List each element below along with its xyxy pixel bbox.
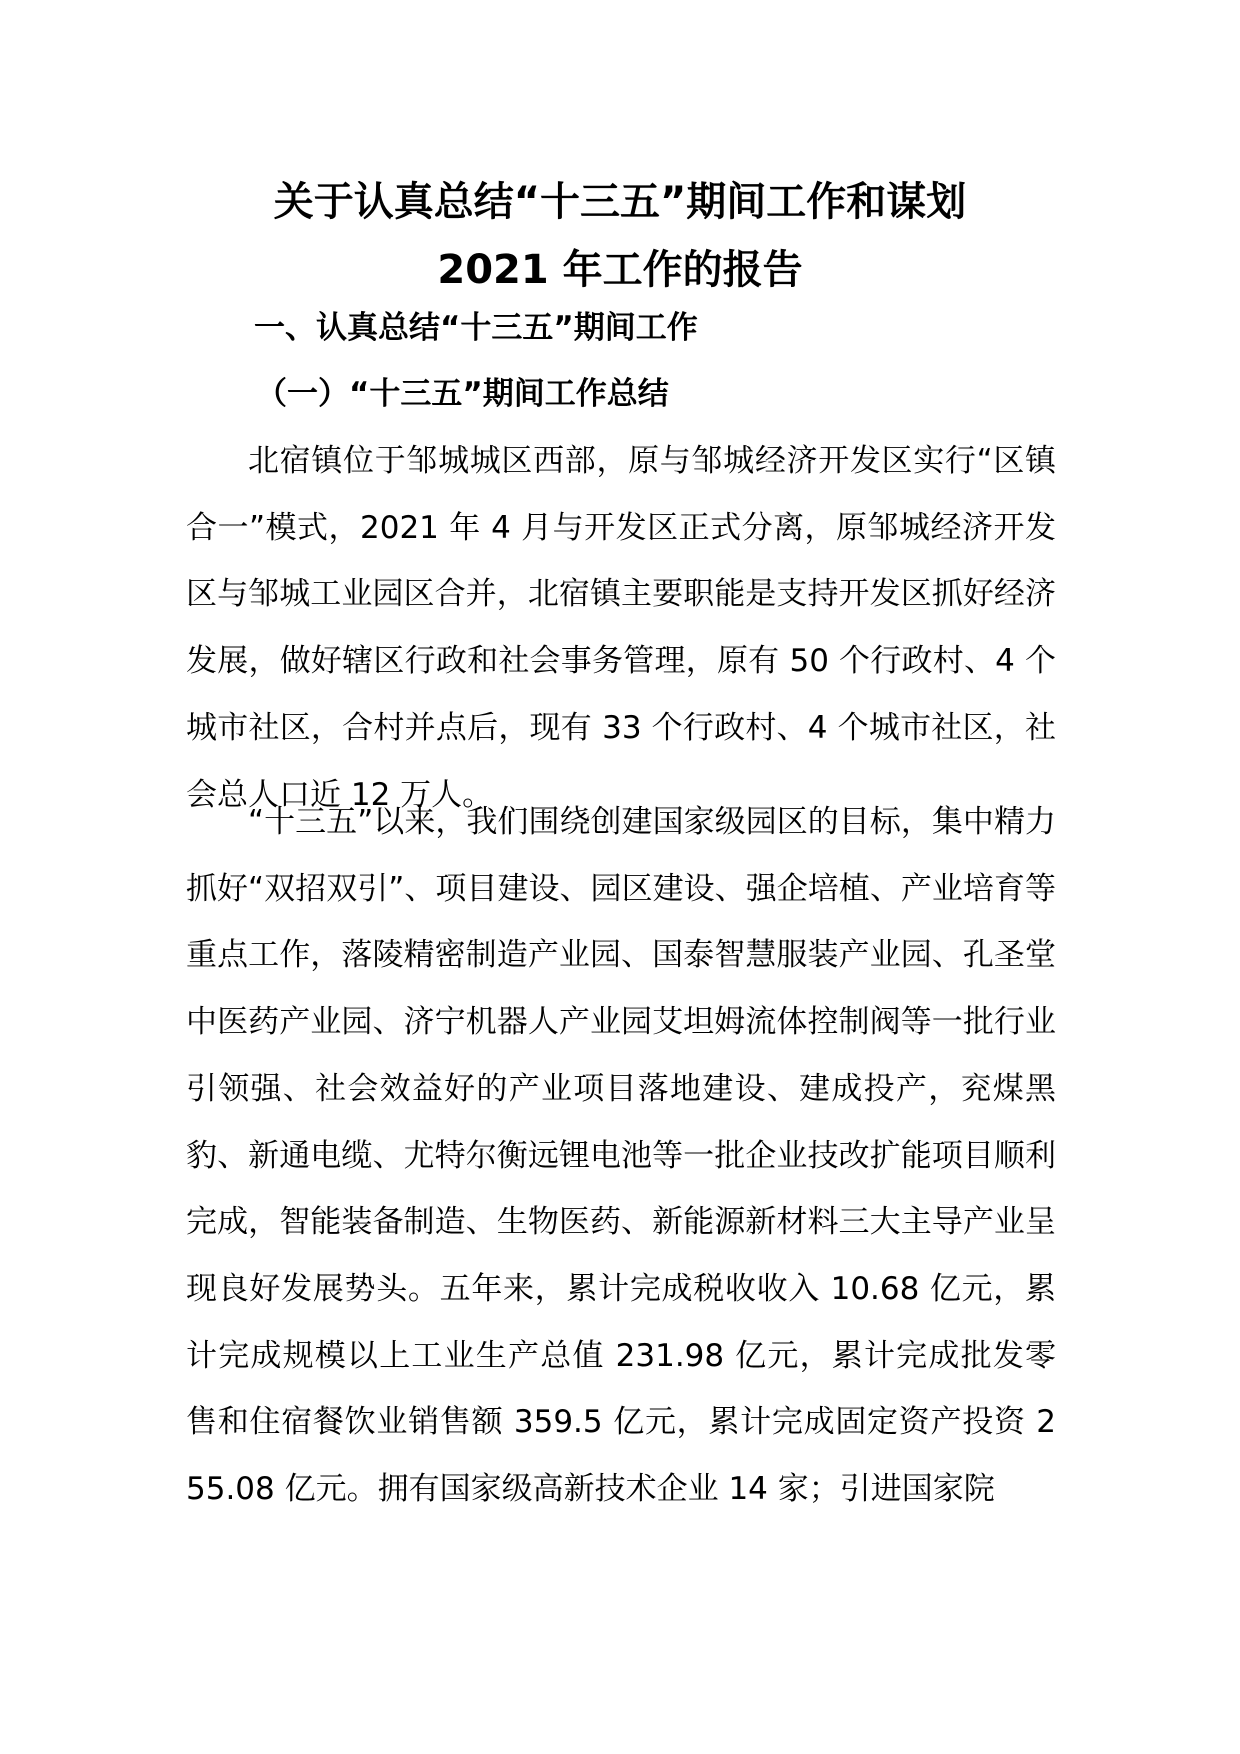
subsection-heading: （一）“十三五”期间工作总结 bbox=[256, 376, 669, 412]
body-paragraph-1: 北宿镇位于邹城城区西部，原与邹城经济开发区实行“区镇合一”模式，2021 年 4 月与开发区正式分离，原邹城经济开发区与邹城工业园区合并，北宿镇主要职能是支持开发区抓好经济发展，做好辖区行政和社会事务管理，原有 50 个行政村、4 个城市社区，合村并点后，现有 33 个行政村、4 个城市社区，社会总人口近 12 万人。 bbox=[186, 443, 1056, 813]
body-paragraph-2: “十三五”以来，我们围绕创建国家级园区的目标，集中精力抓好“双招双引”、项目建设、园区建设、强企培植、产业培育等重点工作，落陵精密制造产业园、国泰智慧服装产业园、孔圣堂中医药产业园、济宁机器人产业园艾坦姆流体控制阀等一批行业引领强、社会效益好的产业项目落地建设、建成投产，兖煤黑豹、新通电缆、尤特尔衡远锂电池等一批企业技改扩能项目顺利完成，智能装备制造、生物医药、新能源新材料三大主导产业呈现良好发展势头。五年来，累计完成税收收入 10.68 亿元，累计完成规模以上工业生产总值 231.98 亿元，累计完成批发零售和住宿餐饮业销售额 359.5 亿元，累计完成固定资产投资 255.08 亿元。拥有国家级高新技术企业 14 家；引进国家院 bbox=[186, 804, 1056, 1508]
document-title-line-2: 2021 年工作的报告 bbox=[437, 247, 803, 293]
section-heading: 一、认真总结“十三五”期间工作 bbox=[254, 310, 698, 346]
document-title-line-1: 关于认真总结“十三五”期间工作和谋划 bbox=[273, 179, 967, 225]
